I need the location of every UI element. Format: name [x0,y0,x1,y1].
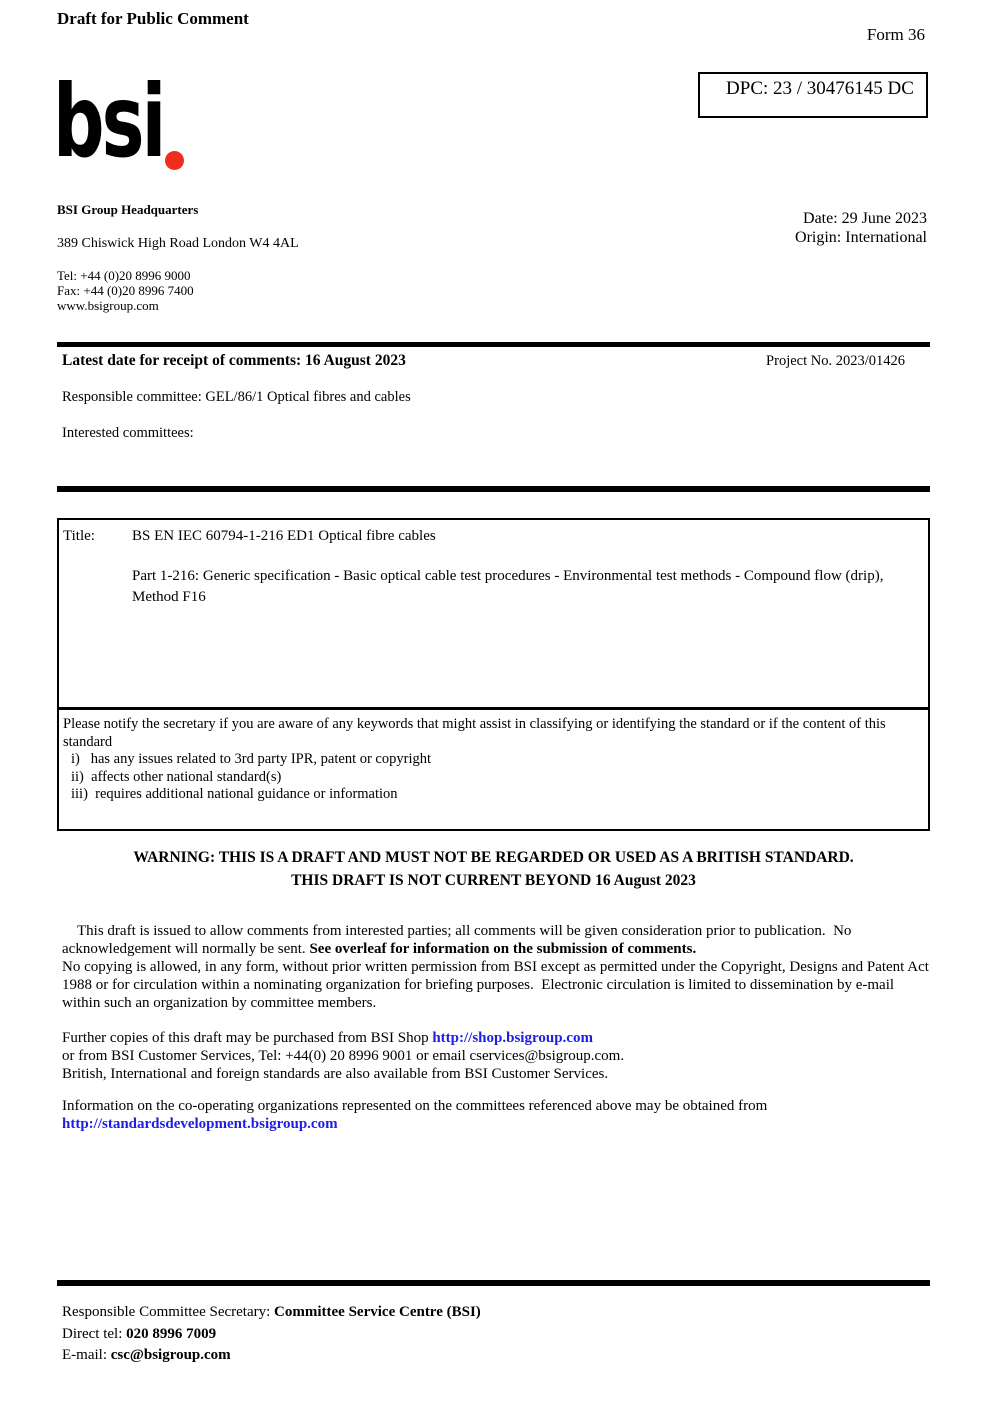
see-overleaf-note: See overleaf for information on the submission of comments. [309,941,697,957]
divider-rule-top [57,342,930,347]
email-line [62,1345,481,1367]
responsible-committee: Responsible committee: GEL/86/1 Optical fibres and cables [62,389,411,405]
warning-block [57,846,930,892]
notify-section [59,710,928,804]
secretary-label: Responsible Committee Secretary: [62,1304,275,1320]
divider-rule-bottom [57,1280,930,1286]
direct-tel-line [62,1324,481,1346]
tel-line: Tel: +44 (0)20 8996 9000 [57,268,191,283]
further-copies-paragraph [62,1029,930,1083]
warning-line-1: WARNING: THIS IS A DRAFT AND MUST NOT BE REGARDED OR USED AS A BRITISH STANDARD. [133,849,854,866]
dpc-number: DPC: 23 / 30476145 DC [726,78,914,99]
contact-block [57,268,194,313]
title-and-notify-box [57,518,930,831]
notify-item-ii: ii) affects other national standard(s) [71,768,282,785]
standard-part-title: Part 1-216: Generic specification - Basic optical cable test procedures - Environmental test methods - Compound flow (drip), Method F16 [132,568,884,605]
direct-tel-value: 020 8996 7009 [126,1325,217,1342]
hq-address: 389 Chiswick High Road London W4 4AL [57,236,299,251]
direct-tel-label: Direct tel: [62,1325,127,1342]
customer-services-line: or from BSI Customer Services, Tel: +44(0) 20 8996 9001 or email cservices@bsigroup.com. [62,1048,625,1064]
latest-date-for-comments: Latest date for receipt of comments: 16 August 2023 [62,352,406,369]
dpc-number-box [698,72,928,118]
date-line: Date: 29 June 2023 [803,210,927,227]
issued-for-comments-text: This draft is issued to allow comments from interested parties; all comments will be given consideration prior to publication. No acknowledgement will normally be sent. [62,923,856,957]
no-copying-paragraph: No copying is allowed, in any form, without prior written permission from BSI except as permitted under the Copyright, Designs and Patent Act 1988 or for circulation within a nominating organization for briefing purposes. Electronic circulation is limited to dissemination by e-mail within such an organization by committee members. [62,959,933,1011]
form-number: Form 36 [866,25,925,44]
secretary-line [62,1302,481,1324]
website-line: www.bsigroup.com [57,298,159,313]
notify-intro: Please notify the secretary if you are aware of any keywords that might assist in classifying or identifying the standard or if the content of this standard [63,716,890,750]
further-copies-text: Further copies of this draft may be purchased from BSI Shop [62,1030,433,1046]
cooperating-orgs-paragraph [62,1097,930,1133]
bsi-shop-link[interactable]: http://shop.bsigroup.com [432,1030,593,1046]
fax-line: Fax: +44 (0)20 8996 7400 [57,283,194,298]
warning-line-2: THIS DRAFT IS NOT CURRENT BEYOND 16 August 2023 [291,872,696,889]
origin-line: Origin: International [795,229,927,246]
notify-item-i: i) has any issues related to 3rd party IPR, patent or copyright [71,751,432,767]
email-value: csc@bsigroup.com [110,1347,231,1363]
footer-contact-block [62,1302,481,1367]
title-label: Title: [63,528,95,544]
bsi-logo-dot-icon [165,151,184,170]
comments-meta-row [57,352,930,370]
hq-label: BSI Group Headquarters [57,202,199,217]
divider-rule-middle [57,486,930,492]
standards-development-link[interactable]: http://standardsdevelopment.bsigroup.com [62,1116,338,1132]
interested-committees: Interested committees: [62,425,194,441]
date-origin-block [600,209,927,247]
secretary-value: Committee Service Centre (BSI) [274,1304,481,1320]
cooperating-orgs-text: Information on the co-operating organizations represented on the committees referenced above may be obtained from [62,1098,768,1114]
standard-reference: BS EN IEC 60794-1-216 ED1 Optical fibre cables [132,528,436,544]
project-number: Project No. 2023/01426 [766,353,905,369]
title-section [59,520,928,710]
draft-for-public-comment-heading: Draft for Public Comment [57,9,249,28]
bsi-logo: bsi [53,63,164,180]
email-label: E-mail: [62,1347,111,1363]
notify-item-iii: iii) requires additional national guidance or information [71,786,398,802]
title-content [132,528,924,707]
further-copies-line [62,1029,930,1047]
standards-available-line: British, International and foreign standards are also available from BSI Customer Services. [62,1066,609,1082]
